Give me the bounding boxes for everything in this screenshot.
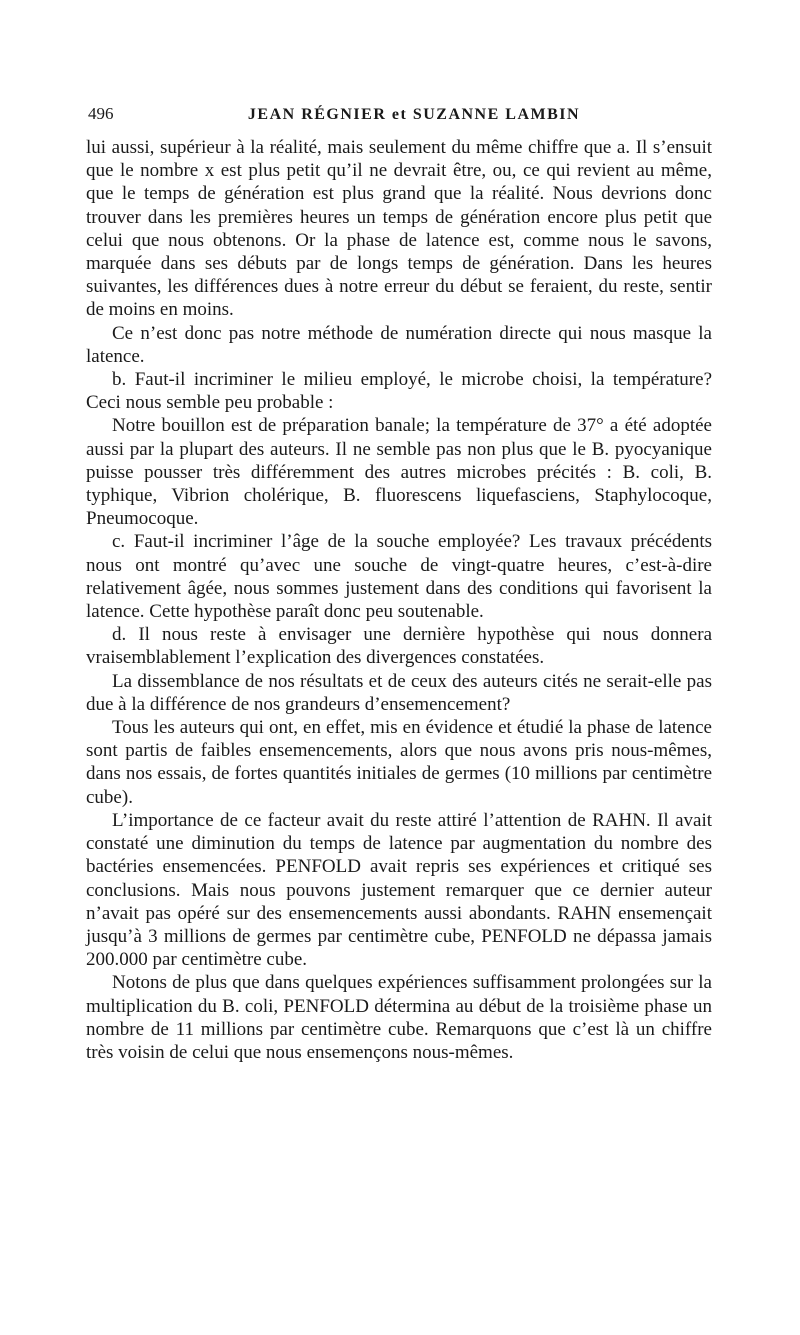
- page-header: [88, 104, 710, 124]
- paragraph: b. Faut-il incriminer le milieu employé, le microbe choisi, la température? Ceci nous semble peu probable :: [86, 369, 712, 414]
- running-title: JEAN RÉGNIER et SUZANNE LAMBIN: [247, 106, 581, 123]
- paragraph: Ce n’est donc pas notre méthode de numération directe qui nous masque la latence.: [86, 322, 712, 367]
- paragraph: Notre bouillon est de préparation banale; la température de 37° a été adoptée aussi par la plupart des auteurs. Il ne semble pas non plus que le B. pyocyanique puisse pousser très différemment des autres microbes précités : B. coli, B. typhique, Vibrion cholérique, B. fluorescens liquefasciens, Staphylocoque, Pneumocoque.: [86, 415, 712, 530]
- paragraph: La dissemblance de nos résultats et de ceux des auteurs cités ne serait-elle pas due à la différence de nos grandeurs d’ensemencement?: [86, 670, 712, 715]
- paragraph: L’importance de ce facteur avait du reste attiré l’attention de RAHN. Il avait constaté une diminution du temps de latence par augmentation du nombre des bactéries ensemencées. PENFOLD avait repris ses expériences et critiqué ses conclusions. Mais nous pouvons justement remarquer que ce dernier auteur n’avait pas opéré sur des ensemencements aussi abondants. RAHN ensemençait jusqu’à 3 millions de germes par centimètre cube, PENFOLD ne dépassa jamais 200.000 par centimètre cube.: [86, 809, 712, 971]
- paragraph: Notons de plus que dans quelques expériences suffisamment prolongées sur la multiplication du B. coli, PENFOLD détermina au début de la troisième phase un nombre de 11 millions par centimètre cube. Remarquons que c’est là un chiffre très voisin de celui que nous ensemençons nous-mêmes.: [86, 972, 712, 1063]
- paragraph: Tous les auteurs qui ont, en effet, mis en évidence et étudié la phase de latence sont partis de faibles ensemencements, alors que nous avons pris nous-mêmes, dans nos essais, de fortes quantités initiales de germes (10 millions par centimètre cube).: [86, 717, 712, 808]
- paragraph: c. Faut-il incriminer l’âge de la souche employée? Les travaux précédents nous ont montré qu’avec une souche de vingt-quatre heures, c’est-à-dire relativement âgée, nous sommes justement dans des conditions qui favorisent la latence. Cette hypothèse paraît donc peu soutenable.: [86, 531, 712, 623]
- body-text: [86, 136, 712, 1064]
- paragraph: d. Il nous reste à envisager une dernière hypothèse qui nous donnera vraisemblablement l’explication des divergences constatées.: [86, 624, 712, 669]
- paragraph: lui aussi, supérieur à la réalité, mais seulement du même chiffre que a. Il s’ensuit que le nombre x est plus petit qu’il ne devrait être, ou, ce qui revient au même, que le temps de génération est plus grand que la réalité. Nous devrions donc trouver dans les premières heures un temps de génération encore plus petit que celui que nous obtenons. Or la phase de latence est, comme nous le savons, marquée dans ses débuts par de longs temps de génération. Dans les heures suivantes, les différences dues à notre erreur du début se feraient, du reste, sentir de moins en moins.: [86, 137, 712, 321]
- page-number: 496: [88, 104, 114, 123]
